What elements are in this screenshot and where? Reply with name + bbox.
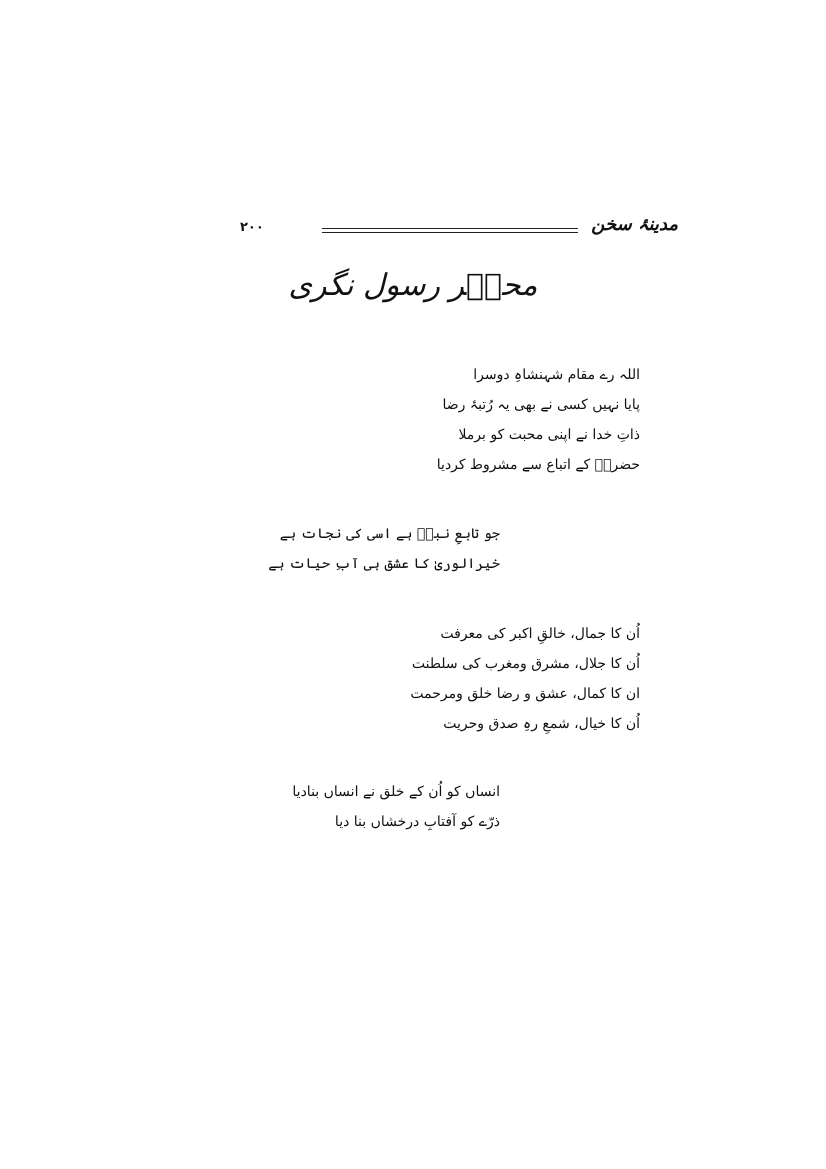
verse-line: حضرتؐ کے اتباع سے مشروط کردیا [436,457,640,473]
verse-line: ذاتِ خدا نے اپنی محبت کو برملا [458,427,640,443]
verse-line: اُن کا جلال، مشرق ومغرب کی سلطنت [411,656,640,672]
verse-line: اللہ رے مقام شہنشاہِ دوسرا [473,367,640,383]
book-title: مدینۂ سخن [591,214,678,235]
running-head [0,214,826,244]
verse-line: انساں کو اُن کے خلق نے انساں بنادیا [292,784,500,800]
page-number: ۲۰۰ [240,220,264,235]
stanza-1 [380,360,640,480]
verse-line: اُن کا خیال، شمعِ رہِ صدق وحریت [443,716,640,732]
header-double-rule [322,228,578,233]
verse-line: ذرّے کو آفتابِ درخشاں بنا دیا [334,814,500,830]
stanza-2 [268,519,500,579]
verse-line: اُن کا جمال، خالقِ اکبر کی معرفت [440,626,640,642]
poem-title: محشؔر رسول نگری [288,268,538,303]
verse-line: خیرالوریٰ کا عشق ہی آبِ حیات ہے [268,556,500,572]
verse-line: ان کا کمال، عشق و رضا خلق ومرحمت [410,686,640,702]
verse-line: جو تابعِ نبیؐ ہے اسی کی نجات ہے [279,526,500,542]
stanza-3 [380,619,640,739]
stanza-4 [292,777,500,837]
verse-line: پایا نہیں کسی نے بھی یہ رُتبۂ رضا [442,397,640,413]
